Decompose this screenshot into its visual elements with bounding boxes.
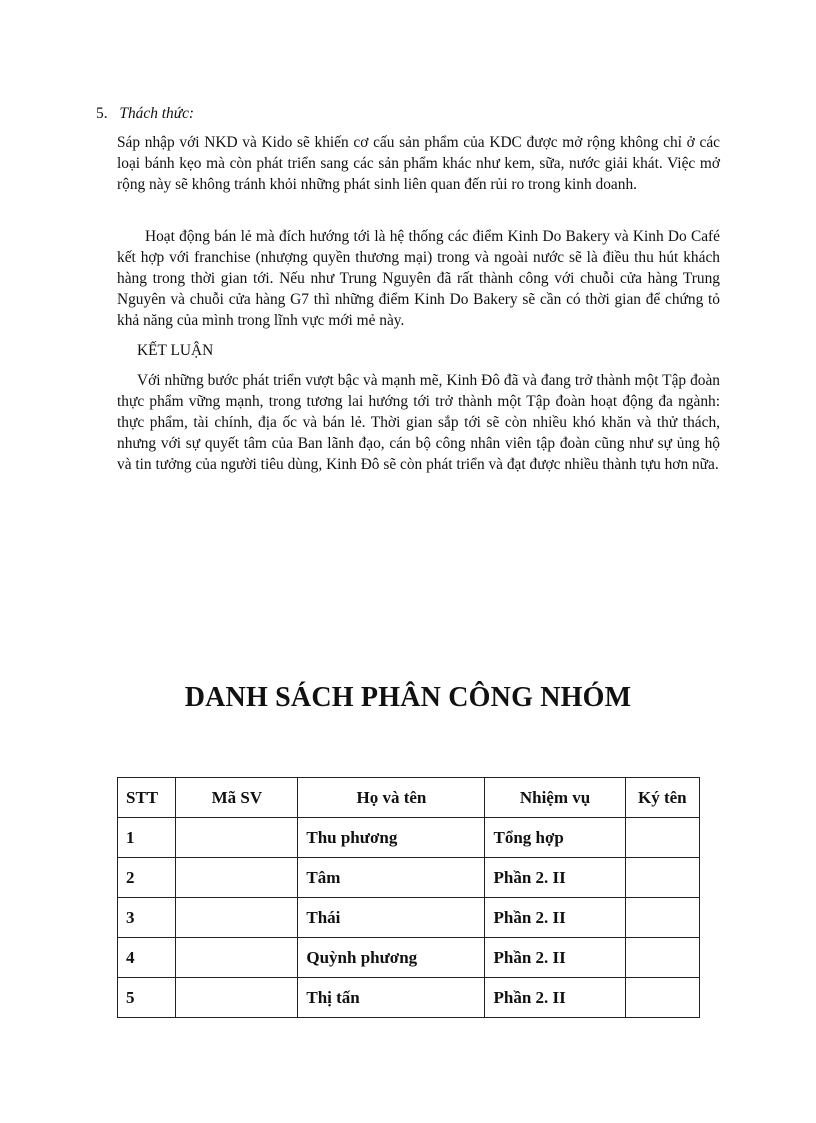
cell-student-id — [176, 898, 298, 938]
conclusion-heading: KẾT LUẬN — [137, 342, 214, 359]
cell-task: Phần 2. II — [485, 978, 625, 1018]
roster-table — [117, 777, 700, 1018]
cell-stt: 2 — [118, 858, 176, 898]
table-row — [118, 898, 700, 938]
cell-stt: 3 — [118, 898, 176, 938]
table-row — [118, 938, 700, 978]
roster-title: DANH SÁCH PHÂN CÔNG NHÓM — [184, 682, 632, 713]
cell-task: Phần 2. II — [485, 898, 625, 938]
section-title: Thách thức: — [119, 105, 195, 122]
header-full-name: Họ và tên — [298, 778, 485, 818]
cell-student-id — [176, 978, 298, 1018]
cell-full-name: Thị tấn — [298, 978, 485, 1018]
table-row — [118, 978, 700, 1018]
cell-student-id — [176, 818, 298, 858]
cell-student-id — [176, 938, 298, 978]
cell-signature — [625, 898, 699, 938]
cell-task: Phần 2. II — [485, 938, 625, 978]
cell-stt: 1 — [118, 818, 176, 858]
paragraph-challenge-2: Hoạt động bán lẻ mà đích hướng tới là hệ thống các điểm Kinh Do Bakery và Kinh Do Café kết hợp với franchise (nhượng quyền thương mại) trong và ngoài nước sẽ là điều thu hút khách hàng trong thời gian tới. Nếu như Trung Nguyên đã rất thành công với chuỗi cửa hàng Trung Nguyên và chuỗi cửa hàng G7 thì những điểm Kinh Do Bakery sẽ cần có thời gian để chứng tỏ khả năng của mình trong lĩnh vực mới mẻ này. — [117, 228, 720, 329]
cell-full-name: Thu phương — [298, 818, 485, 858]
header-signature: Ký tên — [625, 778, 699, 818]
section-heading — [96, 103, 194, 124]
table-row — [118, 858, 700, 898]
paragraph-challenge-1: Sáp nhập với NKD và Kido sẽ khiến cơ cấu sản phẩm của KDC được mở rộng không chỉ ở các loại bánh kẹo mà còn phát triển sang các sản phẩm khác như kem, sữa, nước giải khát. Việc mở rộng này sẽ không tránh khỏi những phát sinh liên quan đến rủi ro trong kinh doanh. — [117, 134, 720, 193]
header-student-id: Mã SV — [176, 778, 298, 818]
cell-full-name: Thái — [298, 898, 485, 938]
header-task: Nhiệm vụ — [485, 778, 625, 818]
cell-stt: 5 — [118, 978, 176, 1018]
cell-student-id — [176, 858, 298, 898]
section-number: 5. — [96, 105, 108, 122]
cell-signature — [625, 858, 699, 898]
cell-signature — [625, 818, 699, 858]
cell-full-name: Tâm — [298, 858, 485, 898]
cell-signature — [625, 978, 699, 1018]
cell-stt: 4 — [118, 938, 176, 978]
table-row — [118, 818, 700, 858]
cell-task: Phần 2. II — [485, 858, 625, 898]
table-header-row — [118, 778, 700, 818]
cell-full-name: Quỳnh phương — [298, 938, 485, 978]
cell-task: Tổng hợp — [485, 818, 625, 858]
paragraph-conclusion: Với những bước phát triển vượt bậc và mạnh mẽ, Kinh Đô đã và đang trở thành một Tập đoàn thực phẩm vững mạnh, trong tương lai hướng tới trở thành một Tập đoàn hoạt động đa ngành: thực phẩm, tài chính, địa ốc và bán lẻ. Thời gian sắp tới sẽ còn nhiều khó khăn và thử thách, nhưng với sự quyết tâm của Ban lãnh đạo, cán bộ công nhân viên tập đoàn cũng như sự ủng hộ và tin tưởng của người tiêu dùng, Kinh Đô sẽ còn phát triển và đạt được nhiều thành tựu hơn nữa. — [117, 372, 720, 473]
header-stt: STT — [118, 778, 176, 818]
cell-signature — [625, 938, 699, 978]
